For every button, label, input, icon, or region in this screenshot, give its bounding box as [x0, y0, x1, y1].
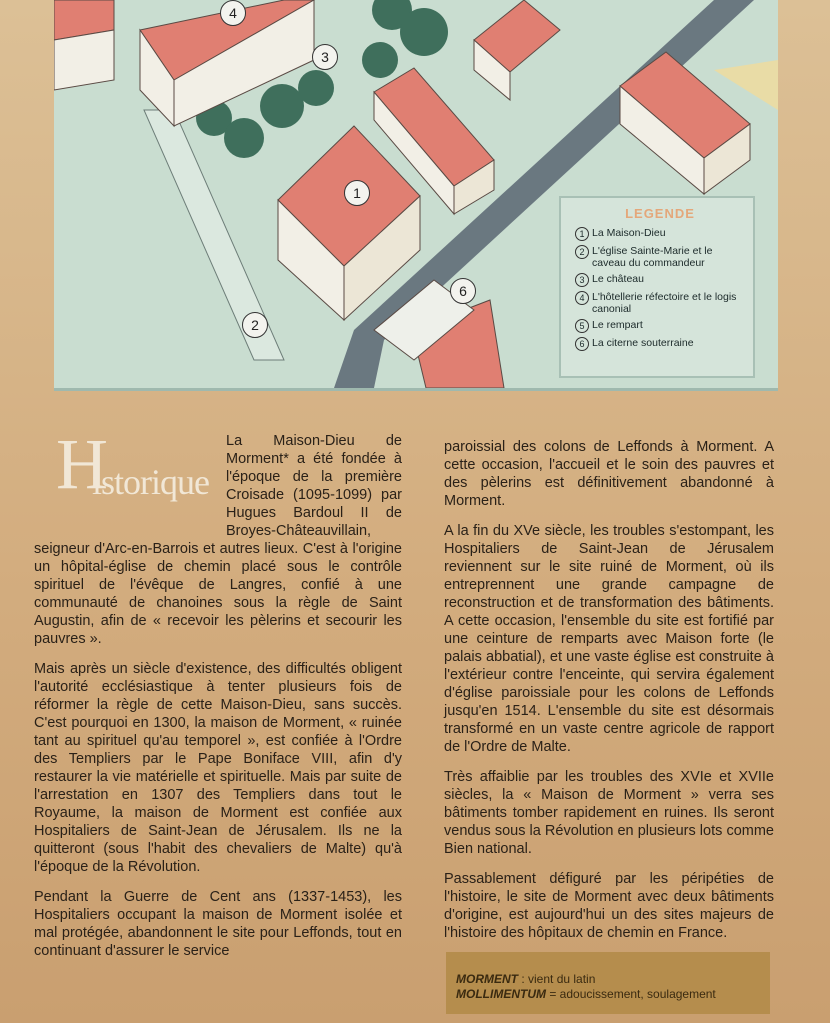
- footnote-line: [456, 972, 762, 987]
- map-callout-1: 1: [344, 180, 370, 206]
- building-top-right: [474, 0, 560, 100]
- legend-item: [575, 273, 745, 287]
- legend-item: [575, 291, 745, 315]
- legend-number: 2: [575, 245, 589, 259]
- legend-title: LEGENDE: [625, 206, 695, 221]
- building-corner: [54, 0, 114, 90]
- legend-number: 6: [575, 337, 589, 351]
- legend-number: 4: [575, 291, 589, 305]
- legend-box: [559, 196, 755, 378]
- legend-number: 1: [575, 227, 589, 241]
- left-column: [34, 540, 402, 972]
- map-callout-4: 4: [220, 0, 246, 26]
- legend-number: 5: [575, 319, 589, 333]
- legend-label: La citerne souterraine: [592, 337, 694, 349]
- legend-item: [575, 245, 745, 269]
- heading-title: istorique: [92, 462, 209, 502]
- legend-label: Le château: [592, 273, 644, 285]
- paragraph: paroissial des colons de Leffonds à Morment. A cette occasion, l'accueil et le soin des pauvres et des pèlerins est définitivement abandonné à Morment.: [444, 439, 774, 509]
- map-callout-6: 6: [450, 278, 476, 304]
- paragraph: Très affaiblie par les troubles des XVIe et XVIIe siècles, la « Maison de Morment » verra ses bâtiments tomber rapidement en ruines. Ils seront vendus sous la Révolution en plusieurs lots comme Bien national.: [444, 769, 774, 857]
- legend-number: 3: [575, 273, 589, 287]
- heading-initial: H: [56, 424, 108, 504]
- legend-label: La Maison-Dieu: [592, 227, 666, 239]
- intro-paragraph: [226, 432, 402, 552]
- footnote-word: MORMENT: [456, 972, 518, 986]
- paragraph: Pendant la Guerre de Cent ans (1337-1453), les Hospitaliers occupant la maison de Morment isolée et mal protégée, abandonnent le site pour Leffonds, tout en continuant d'assurer le service: [34, 889, 402, 959]
- footnote-definition: = adoucissement, soulagement: [549, 987, 716, 1001]
- legend-item: [575, 337, 745, 351]
- legend-label: L'église Sainte-Marie et le caveau du commandeur: [592, 245, 713, 269]
- footnote-line: [456, 987, 762, 1002]
- legend-item: [575, 227, 745, 241]
- legend-label: L'hôtellerie réfectoire et le logis canonial: [592, 291, 737, 315]
- paragraph: seigneur d'Arc-en-Barrois et autres lieux. C'est à l'origine un hôpital-église de chemin placé sous le contrôle spirituel de l'évêque de Langres, confié à une communauté de chanoines sous la règle de Saint Augustin, afin de « recevoir les pèlerins et secourir les pauvres ».: [34, 541, 402, 647]
- paragraph: Passablement défiguré par les péripéties de l'histoire, le site de Morment avec deux bâtiments d'origine, est aujourd'hui un des sites majeurs de l'histoire des hôpitaux de chemin en France.: [444, 871, 774, 941]
- intro-text: La Maison-Dieu de Morment* a été fondée à l'époque de la première Croisade (1095-1099) par Hugues Bardoul II de Broyes-Châteauvillain,: [226, 433, 402, 539]
- right-column: [444, 438, 774, 954]
- paragraph: Mais après un siècle d'existence, des difficultés obligent l'autorité ecclésiastique à tenter plusieurs fois de réformer la règle de cette Maison-Dieu, sans succès. C'est pourquoi en 1300, la maison de Morment, « ruinée tant au spirituel qu'au temporel », est confiée à l'Ordre des Templiers par le Pape Boniface VIII, afin d'y restaurer la vie matérielle et spirituelle. Mais par suite de l'arrestation en 1307 des Templiers dans tout le Royaume, la maison de Morment est confiée aux Hospitaliers de Saint-Jean de Jérusalem. Ils ne la quitteront (sous l'habit des chevaliers de Malte) qu'à l'époque de la Révolution.: [34, 661, 402, 875]
- map-callout-2: 2: [242, 312, 268, 338]
- etymology-footnote: [446, 952, 770, 1014]
- footnote-definition: : vient du latin: [521, 972, 596, 986]
- legend-label: Le rempart: [592, 319, 643, 331]
- paragraph: A la fin du XVe siècle, les troubles s'estompant, les Hospitaliers de Saint-Jean de Jérusalem reviennent sur le site ruiné de Morment, où ils entreprennent une grande campagne de reconstruction et de transformation des bâtiments. A cette occasion, l'ensemble du site est fortifié par une ceinture de remparts avec Maison forte (le palais abbatial), et une vaste église est construite à l'extérieur contre l'enceinte, qui servira également d'église paroissiale pour les colons de Leffonds jusqu'en 1514. L'ensemble du site est désormais transformé en un vaste centre agricole de rapport de l'Ordre de Malte.: [444, 523, 774, 755]
- map-callout-3: 3: [312, 44, 338, 70]
- site-map: [54, 0, 778, 391]
- legend-item: [575, 319, 745, 333]
- footnote-word: MOLLIMENTUM: [456, 987, 546, 1001]
